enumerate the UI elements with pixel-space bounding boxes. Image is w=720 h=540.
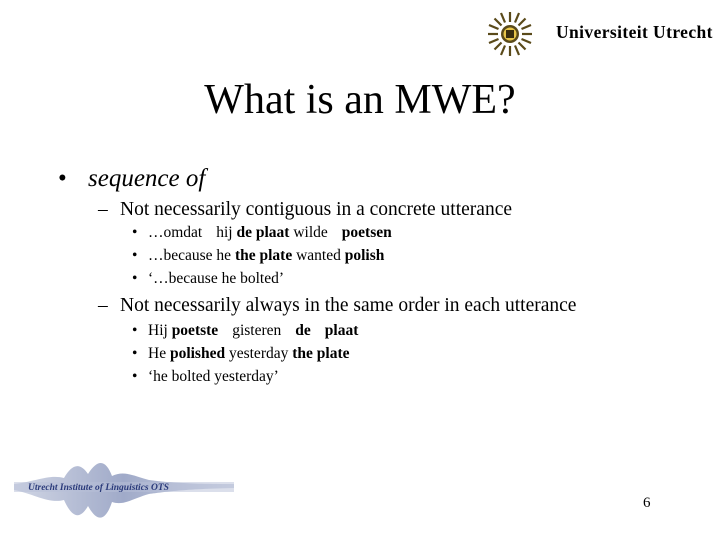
example-text: …omdat: [148, 224, 203, 241]
example-emphasis: the plate: [234, 247, 293, 264]
example-emphasis: de: [295, 322, 311, 339]
institute-logo: [14, 454, 234, 534]
bullet-icon: •: [132, 224, 138, 241]
example-emphasis: polished: [169, 345, 226, 362]
bullet-point: [58, 164, 205, 194]
example-text: wanted: [296, 247, 341, 264]
bullet-icon: •: [132, 368, 138, 385]
example-item: [132, 223, 392, 243]
example-item: [132, 344, 350, 364]
example-text: hij: [216, 224, 233, 241]
example-text: gisteren: [232, 322, 282, 339]
page-number: 6: [643, 495, 651, 511]
example-text: He: [148, 345, 167, 362]
example-text: Hij: [148, 322, 168, 339]
example-emphasis: plaat: [255, 224, 290, 241]
example-item: [132, 269, 284, 289]
example-item: [132, 246, 384, 266]
point-text: sequence of: [88, 165, 206, 192]
example-emphasis: poetste: [171, 322, 219, 339]
example-emphasis: the plate: [292, 345, 350, 362]
sub-point: [98, 294, 576, 318]
example-text: ‘…because he bolted’: [148, 270, 284, 287]
example-emphasis: polish: [344, 247, 385, 264]
sub-point-text: Not necessarily contiguous in a concrete utterance: [120, 199, 513, 220]
example-text: …because he: [148, 247, 232, 264]
example-text: wilde: [293, 224, 328, 241]
sub-point: [98, 198, 512, 222]
sub-point-text: Not necessarily always in the same order in each utterance: [120, 295, 577, 316]
example-text: yesterday: [228, 345, 289, 362]
dash-icon: –: [98, 295, 108, 316]
example-emphasis: de: [236, 224, 252, 241]
bullet-icon: •: [132, 322, 138, 339]
university-name: Universiteit Utrecht: [556, 22, 713, 42]
institute-logo-text: Utrecht Institute of Linguistics OTS: [28, 483, 169, 493]
example-item: [132, 367, 279, 387]
slide-title: What is an MWE?: [204, 77, 516, 123]
bullet-icon: •: [58, 165, 67, 192]
example-text: ‘he bolted yesterday’: [148, 368, 279, 385]
example-emphasis: plaat: [324, 322, 359, 339]
bullet-icon: •: [132, 247, 138, 264]
example-item: [132, 321, 358, 341]
example-emphasis: poetsen: [341, 224, 392, 241]
dash-icon: –: [98, 199, 108, 220]
bullet-icon: •: [132, 345, 138, 362]
bullet-icon: •: [132, 270, 138, 287]
